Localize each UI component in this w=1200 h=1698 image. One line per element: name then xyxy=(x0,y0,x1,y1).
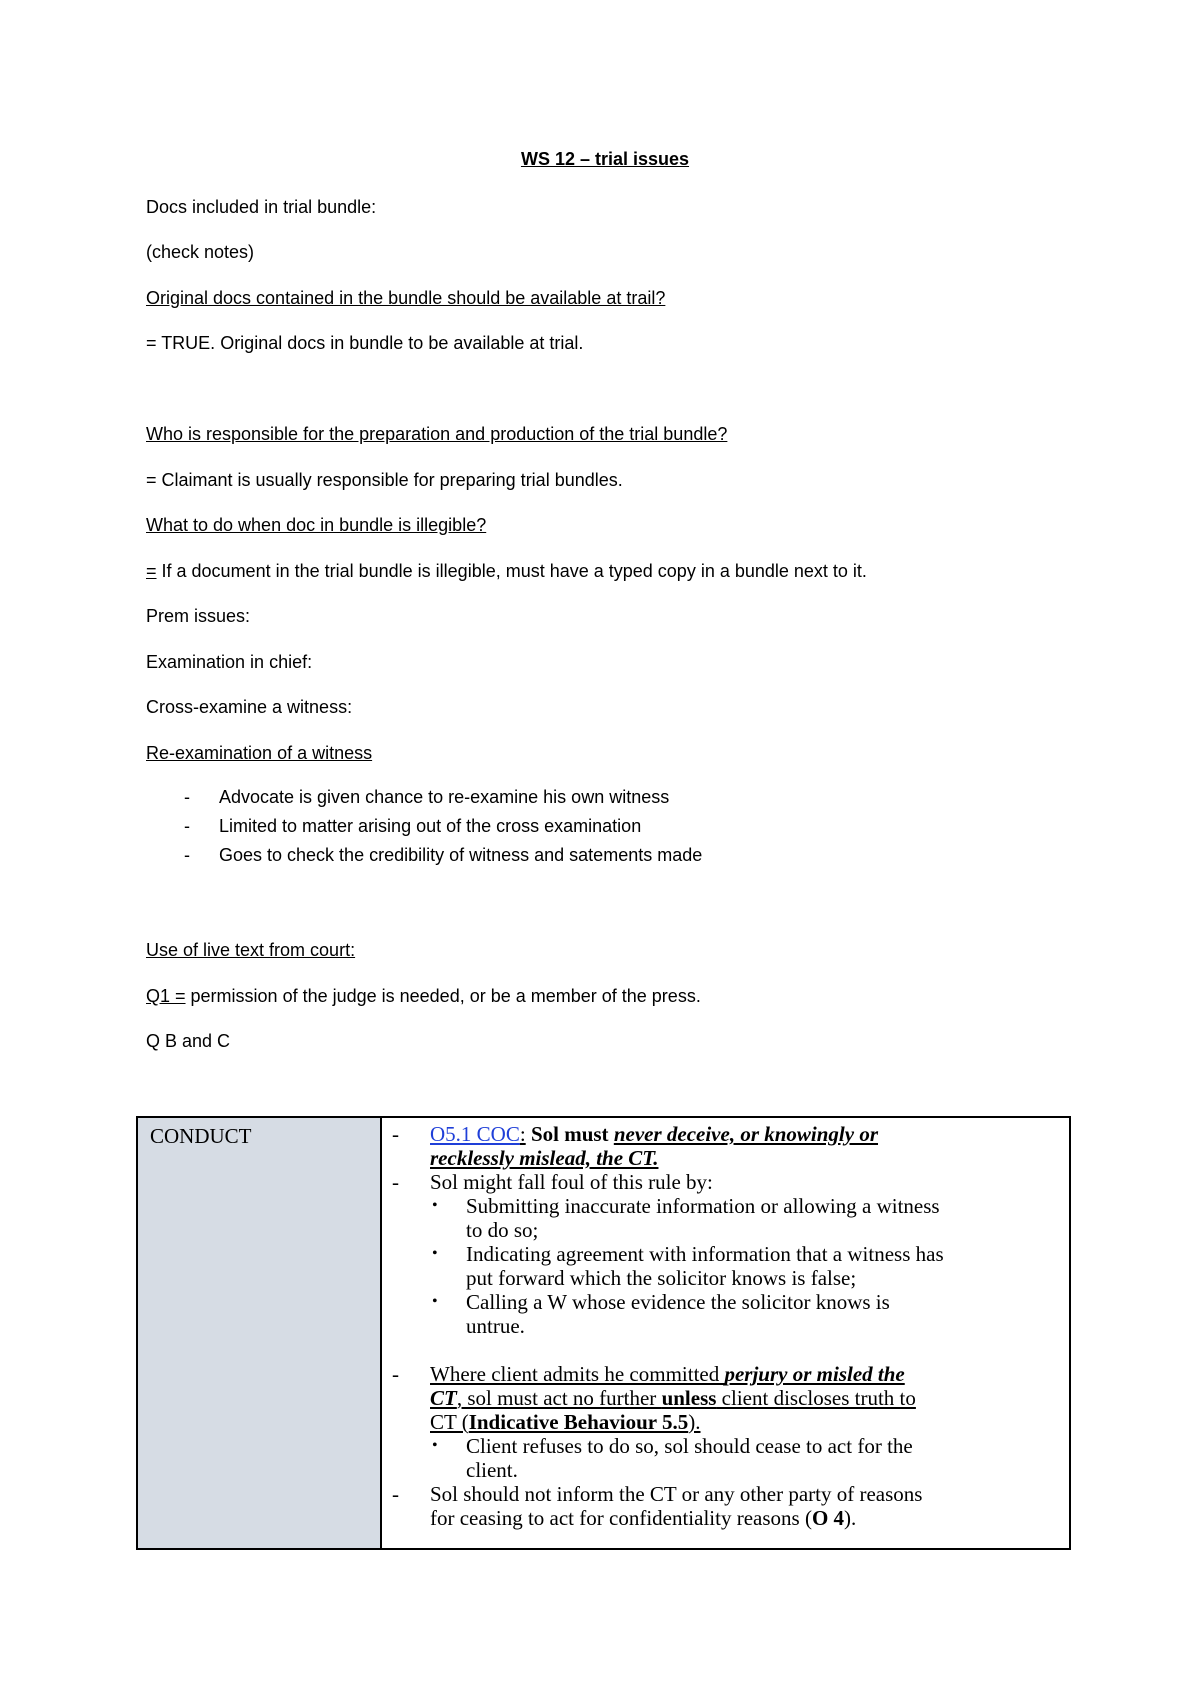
question-responsible: Who is responsible for the preparation and production of the trial bundle? xyxy=(146,424,728,444)
conduct-table xyxy=(136,1116,1071,1550)
q1-answer: permission of the judge is needed, or be a member of the press. xyxy=(185,986,701,1006)
list-item-text: Goes to check the credibility of witness and satements made xyxy=(219,845,703,865)
answer-illegible-text: If a document in the trial bundle is illegible, must have a typed copy in a bundle next to it. xyxy=(156,561,867,581)
foul-item-2: Indicating agreement with information that a witness has xyxy=(466,1242,944,1266)
re-examination-heading: Re-examination of a witness xyxy=(146,743,373,763)
foul-item-1-cont: to do so; xyxy=(466,1218,539,1242)
foul-item-3: Calling a W whose evidence the solicitor knows is xyxy=(466,1290,890,1314)
dash-marker: - xyxy=(392,1170,399,1194)
rule-o51-line-2: recklessly mislead, the CT. xyxy=(430,1146,659,1170)
perjury-line-3: CT (Indicative Behaviour 5.5). xyxy=(430,1410,701,1434)
answer-illegible xyxy=(146,560,867,582)
list-item-text: Advocate is given chance to re-examine his own witness xyxy=(219,787,670,807)
conduct-label: CONDUCT xyxy=(150,1124,252,1148)
foul-intro: Sol might fall foul of this rule by: xyxy=(430,1170,713,1194)
confidentiality-line-1: Sol should not inform the CT or any other party of reasons xyxy=(430,1482,923,1506)
bullet-dot: • xyxy=(432,1293,438,1310)
conduct-content-cell xyxy=(384,1118,1069,1548)
check-notes-text: (check notes) xyxy=(146,242,255,262)
foul-item-1: Submitting inaccurate information or allowing a witness xyxy=(466,1194,940,1218)
perjury-line-1: Where client admits he committed perjury or misled the xyxy=(430,1362,905,1386)
qbc-line: Q B and C xyxy=(146,1031,231,1051)
docs-included-heading: Docs included in trial bundle: xyxy=(146,197,377,217)
dash-marker: - xyxy=(392,1122,399,1146)
list-item-text: Limited to matter arising out of the cross examination xyxy=(219,816,642,836)
prem-issues-heading: Prem issues: xyxy=(146,606,251,626)
live-text-heading: Use of live text from court: xyxy=(146,940,356,960)
bullet-dash: - xyxy=(184,816,190,836)
o51-reference-link[interactable]: O5.1 COC xyxy=(430,1122,520,1146)
page-title: WS 12 – trial issues xyxy=(520,149,690,169)
confidentiality-line-2: for ceasing to act for confidentiality reasons (O 4). xyxy=(430,1506,857,1530)
refuse-item-cont: client. xyxy=(466,1458,518,1482)
question-illegible: What to do when doc in bundle is illegible? xyxy=(146,515,487,535)
bullet-dash: - xyxy=(184,845,190,865)
answer-illegible-equals: = xyxy=(146,561,157,581)
exam-in-chief-heading: Examination in chief: xyxy=(146,652,313,672)
q1-label: Q1 = xyxy=(146,986,186,1006)
bullet-dot: • xyxy=(432,1245,438,1262)
foul-item-3-cont: untrue. xyxy=(466,1314,525,1338)
dash-marker: - xyxy=(392,1482,399,1506)
foul-item-2-cont: put forward which the solicitor knows is false; xyxy=(466,1266,857,1290)
perjury-line-2: CT, sol must act no further unless client discloses truth to xyxy=(430,1386,916,1410)
conduct-label-cell xyxy=(138,1118,382,1548)
refuse-item: Client refuses to do so, sol should cease to act for the xyxy=(466,1434,913,1458)
cross-examine-heading: Cross-examine a witness: xyxy=(146,697,353,717)
question-original-docs: Original docs contained in the bundle should be available at trail? xyxy=(146,288,666,308)
dash-marker: - xyxy=(392,1362,399,1386)
q1-answer-line xyxy=(146,985,701,1007)
rule-o51-line: O5.1 COC: Sol must never deceive, or knowingly or xyxy=(430,1122,879,1146)
answer-responsible: = Claimant is usually responsible for preparing trial bundles. xyxy=(146,470,623,490)
bullet-dot: • xyxy=(432,1437,438,1454)
bullet-dot: • xyxy=(432,1197,438,1214)
answer-original-docs: = TRUE. Original docs in bundle to be available at trial. xyxy=(146,333,584,353)
bullet-dash: - xyxy=(184,787,190,807)
